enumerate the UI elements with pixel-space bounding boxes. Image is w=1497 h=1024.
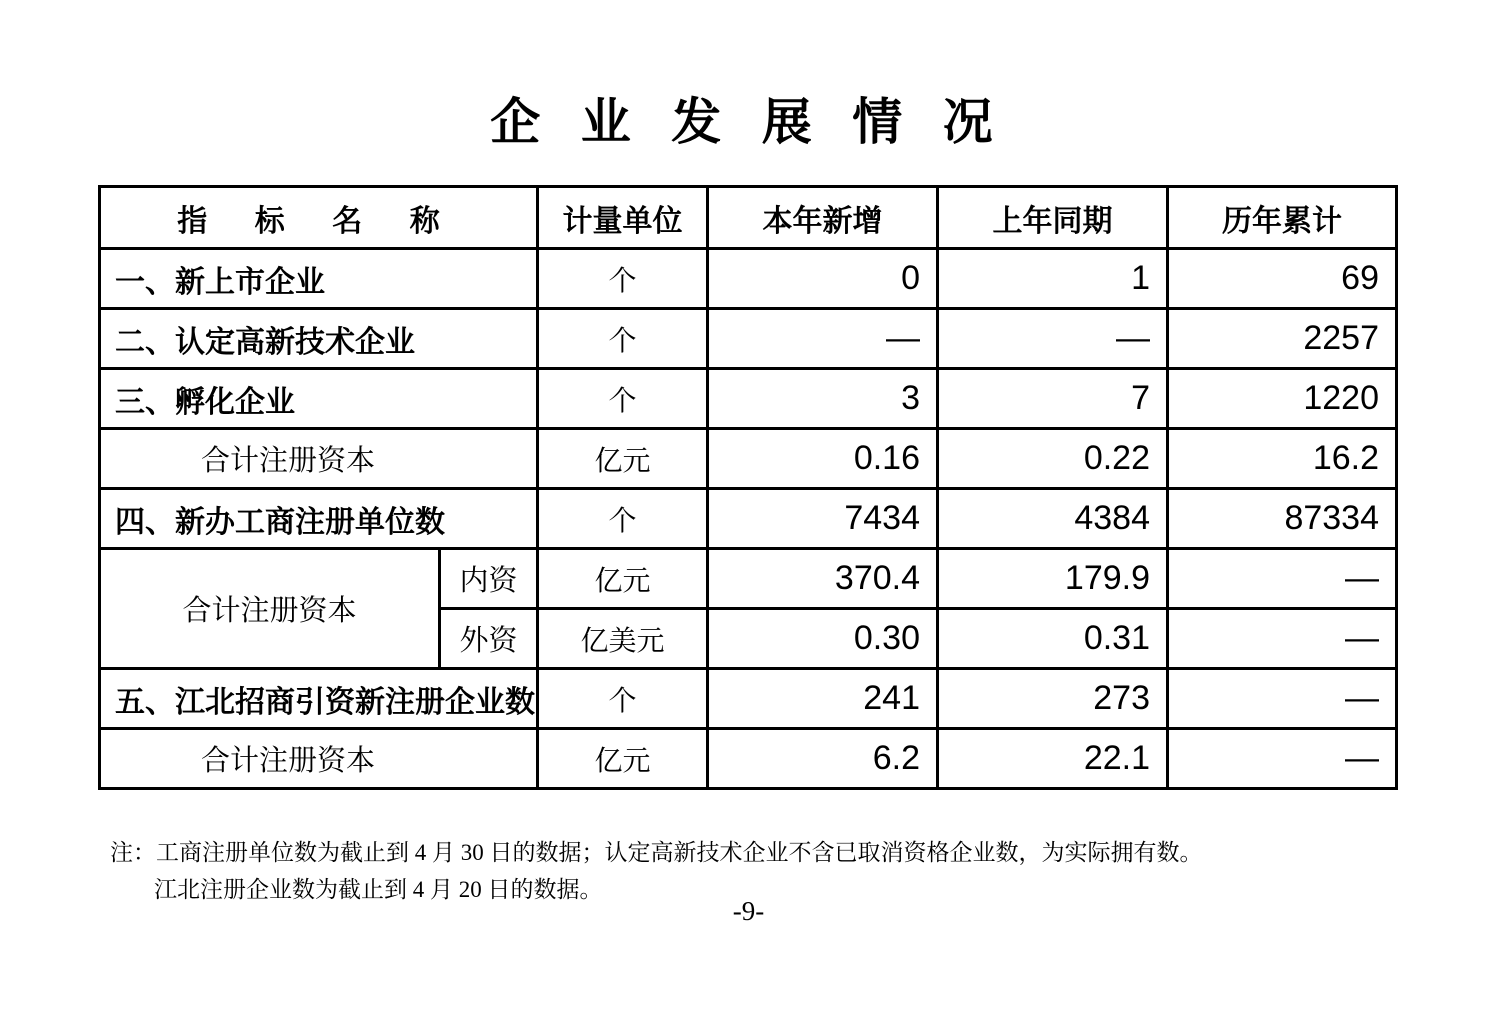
value-current-cell: 7434 bbox=[708, 489, 938, 549]
table-row bbox=[100, 549, 1397, 609]
value-cumulative-cell: 69 bbox=[1168, 249, 1397, 309]
value-cumulative-cell: 87334 bbox=[1168, 489, 1397, 549]
enterprise-development-table bbox=[98, 185, 1398, 790]
indicator-cell: 合计注册资本 bbox=[100, 549, 440, 669]
value-current-cell: 0.30 bbox=[708, 609, 938, 669]
unit-cell: 个 bbox=[538, 249, 708, 309]
value-current-cell: 0.16 bbox=[708, 429, 938, 489]
indicator-cell: 二、认定高新技术企业 bbox=[100, 309, 538, 369]
value-last-cell: 0.31 bbox=[938, 609, 1168, 669]
unit-cell: 个 bbox=[538, 669, 708, 729]
note-line-2: 江北注册企业数为截止到 4 月 20 日的数据。 bbox=[154, 877, 603, 902]
value-current-cell: 241 bbox=[708, 669, 938, 729]
table-header-row bbox=[100, 187, 1397, 249]
value-cumulative-cell: — bbox=[1168, 549, 1397, 609]
table-row bbox=[100, 489, 1397, 549]
value-current-cell: 6.2 bbox=[708, 729, 938, 789]
value-cumulative-cell: 1220 bbox=[1168, 369, 1397, 429]
value-cumulative-cell: — bbox=[1168, 669, 1397, 729]
sub-indicator-cell: 内资 bbox=[440, 549, 538, 609]
table-row bbox=[100, 729, 1397, 789]
table-row bbox=[100, 249, 1397, 309]
value-last-cell: 0.22 bbox=[938, 429, 1168, 489]
note-line-1: 注：工商注册单位数为截止到 4 月 30 日的数据；认定高新技术企业不含已取消资格企业数，为实际拥有数。 bbox=[110, 840, 1203, 865]
sub-indicator-cell: 外资 bbox=[440, 609, 538, 669]
value-current-cell: — bbox=[708, 309, 938, 369]
indicator-cell: 四、新办工商注册单位数 bbox=[100, 489, 538, 549]
value-last-cell: 4384 bbox=[938, 489, 1168, 549]
value-current-cell: 3 bbox=[708, 369, 938, 429]
unit-cell: 个 bbox=[538, 309, 708, 369]
table-row bbox=[100, 309, 1397, 369]
value-current-cell: 370.4 bbox=[708, 549, 938, 609]
table-row bbox=[100, 669, 1397, 729]
page-number: -9- bbox=[732, 896, 765, 926]
page-title: 企 业 发 展 情 况 bbox=[490, 94, 1007, 150]
value-last-cell: 7 bbox=[938, 369, 1168, 429]
value-cumulative-cell: — bbox=[1168, 729, 1397, 789]
indicator-cell: 合计注册资本 bbox=[100, 729, 538, 789]
value-last-cell: 22.1 bbox=[938, 729, 1168, 789]
table-row bbox=[100, 369, 1397, 429]
header-current-year: 本年新增 bbox=[708, 187, 938, 249]
indicator-cell: 三、孵化企业 bbox=[100, 369, 538, 429]
value-last-cell: 1 bbox=[938, 249, 1168, 309]
indicator-cell: 合计注册资本 bbox=[100, 429, 538, 489]
unit-cell: 亿美元 bbox=[538, 609, 708, 669]
value-current-cell: 0 bbox=[708, 249, 938, 309]
value-last-cell: 179.9 bbox=[938, 549, 1168, 609]
unit-cell: 个 bbox=[538, 369, 708, 429]
value-cumulative-cell: — bbox=[1168, 609, 1397, 669]
value-cumulative-cell: 2257 bbox=[1168, 309, 1397, 369]
indicator-cell: 五、江北招商引资新注册企业数 bbox=[100, 669, 538, 729]
value-last-cell: — bbox=[938, 309, 1168, 369]
header-unit: 计量单位 bbox=[538, 187, 708, 249]
unit-cell: 亿元 bbox=[538, 429, 708, 489]
value-cumulative-cell: 16.2 bbox=[1168, 429, 1397, 489]
indicator-cell: 一、新上市企业 bbox=[100, 249, 538, 309]
header-last-year: 上年同期 bbox=[938, 187, 1168, 249]
unit-cell: 个 bbox=[538, 489, 708, 549]
unit-cell: 亿元 bbox=[538, 549, 708, 609]
header-cumulative: 历年累计 bbox=[1168, 187, 1397, 249]
unit-cell: 亿元 bbox=[538, 729, 708, 789]
value-last-cell: 273 bbox=[938, 669, 1168, 729]
header-indicator: 指 标 名 称 bbox=[100, 187, 538, 249]
table-row bbox=[100, 429, 1397, 489]
